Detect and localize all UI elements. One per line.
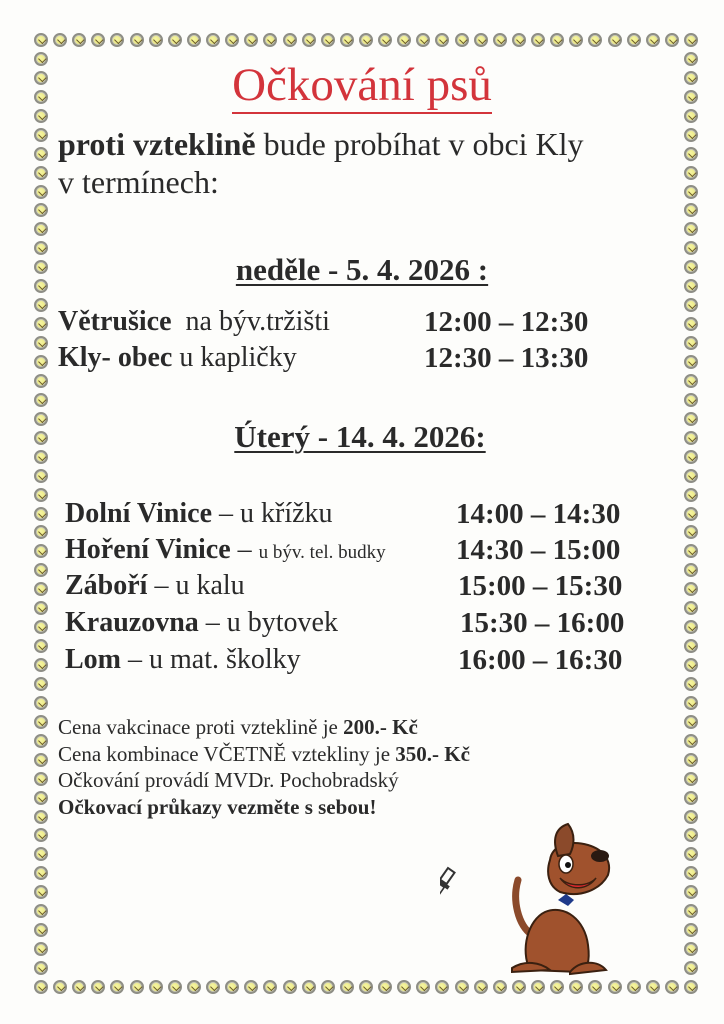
clock-icon <box>34 866 48 880</box>
clock-icon <box>340 980 354 994</box>
clock-icon <box>455 33 469 47</box>
clock-icon <box>168 33 182 47</box>
clock-icon <box>455 980 469 994</box>
clock-icon <box>34 222 48 236</box>
clock-icon <box>569 33 583 47</box>
clock-icon <box>684 203 698 217</box>
clock-icon <box>340 33 354 47</box>
clock-icon <box>512 33 526 47</box>
clock-icon <box>34 109 48 123</box>
clock-icon <box>550 980 564 994</box>
clock-icon <box>665 33 679 47</box>
clock-icon <box>34 488 48 502</box>
clock-icon <box>531 33 545 47</box>
clock-icon <box>550 33 564 47</box>
clock-icon <box>493 980 507 994</box>
clock-icon <box>474 33 488 47</box>
clock-icon <box>34 923 48 937</box>
clock-icon <box>684 374 698 388</box>
clock-icon <box>34 563 48 577</box>
session-heading-sunday: neděle - 5. 4. 2026 : <box>235 252 489 287</box>
clock-icon <box>684 677 698 691</box>
clock-icon <box>684 563 698 577</box>
schedule-time: 12:00 – 12:30 <box>424 306 589 338</box>
clock-icon <box>608 33 622 47</box>
clock-icon <box>263 33 277 47</box>
clock-icon <box>91 33 105 47</box>
clock-icon <box>34 374 48 388</box>
clock-icon <box>684 317 698 331</box>
clock-icon <box>302 33 316 47</box>
clock-icon <box>263 980 277 994</box>
price-rabies: Cena vakcinace proti vzteklině je 200.- Kč <box>58 715 418 739</box>
clock-icon <box>34 525 48 539</box>
clock-icon <box>512 980 526 994</box>
clock-icon <box>684 166 698 180</box>
clock-icon <box>34 544 48 558</box>
intro-bold: proti vzteklině <box>58 126 256 162</box>
clock-icon <box>283 980 297 994</box>
schedule-row: Záboří – u kalu <box>65 570 245 601</box>
clock-icon <box>34 507 48 521</box>
clock-icon <box>34 715 48 729</box>
clock-icon <box>684 488 698 502</box>
clock-icon <box>206 980 220 994</box>
clock-icon <box>684 109 698 123</box>
clock-icon <box>569 980 583 994</box>
clock-icon <box>531 980 545 994</box>
info-block <box>58 714 470 820</box>
schedule-row: Kly- obec u kapličky <box>58 342 297 373</box>
clock-icon <box>684 469 698 483</box>
clock-icon <box>684 828 698 842</box>
clock-icon <box>91 980 105 994</box>
clock-icon <box>684 753 698 767</box>
clock-icon <box>149 980 163 994</box>
clock-icon <box>168 980 182 994</box>
clock-icon <box>684 980 698 994</box>
clock-icon <box>493 33 507 47</box>
clock-icon <box>684 544 698 558</box>
clock-icon <box>684 715 698 729</box>
clock-icon <box>588 980 602 994</box>
clock-icon <box>110 33 124 47</box>
clock-icon <box>34 810 48 824</box>
clock-icon <box>34 980 48 994</box>
clock-icon <box>34 885 48 899</box>
clock-icon <box>34 355 48 369</box>
clock-icon <box>34 828 48 842</box>
clock-icon <box>684 147 698 161</box>
vet-name: Očkování provádí MVDr. Pochobradský <box>58 768 399 792</box>
clock-icon <box>684 791 698 805</box>
clock-icon <box>684 222 698 236</box>
clock-icon <box>608 980 622 994</box>
clock-icon <box>34 128 48 142</box>
clock-icon <box>359 980 373 994</box>
clock-icon <box>72 33 86 47</box>
clock-icon <box>244 33 258 47</box>
schedule-time: 14:00 – 14:30 <box>456 498 621 530</box>
clock-icon <box>684 810 698 824</box>
clock-icon <box>684 639 698 653</box>
clock-icon <box>53 33 67 47</box>
clock-icon <box>684 393 698 407</box>
schedule-time: 14:30 – 15:00 <box>456 534 621 566</box>
clock-icon <box>34 336 48 350</box>
clock-icon <box>684 658 698 672</box>
clock-icon <box>665 980 679 994</box>
dog-with-syringe-icon <box>440 820 640 980</box>
clock-icon <box>684 582 698 596</box>
clock-icon <box>684 734 698 748</box>
clock-icon <box>34 185 48 199</box>
clock-icon <box>684 601 698 615</box>
clock-icon <box>34 601 48 615</box>
clock-icon <box>416 980 430 994</box>
syringe-icon <box>440 866 458 933</box>
clock-icon <box>684 507 698 521</box>
clock-icon <box>627 980 641 994</box>
clock-icon <box>53 980 67 994</box>
clock-icon <box>684 961 698 975</box>
clock-icon <box>34 317 48 331</box>
session-heading-tuesday: Úterý - 14. 4. 2026: <box>234 419 486 454</box>
clock-icon <box>588 33 602 47</box>
schedule-time: 15:00 – 15:30 <box>458 570 623 602</box>
clock-icon <box>397 33 411 47</box>
clock-icon <box>34 847 48 861</box>
clock-icon <box>34 734 48 748</box>
clock-icon <box>684 128 698 142</box>
clock-icon <box>435 980 449 994</box>
clock-icon <box>206 33 220 47</box>
clock-icon <box>130 980 144 994</box>
clock-icon <box>646 980 660 994</box>
clock-icon <box>684 620 698 634</box>
schedule-time: 16:00 – 16:30 <box>458 644 623 676</box>
clock-icon <box>378 980 392 994</box>
clock-icon <box>34 904 48 918</box>
clock-icon <box>34 791 48 805</box>
clock-icon <box>130 33 144 47</box>
clock-icon <box>684 525 698 539</box>
clock-icon <box>684 772 698 786</box>
clock-icon <box>646 33 660 47</box>
clock-icon <box>474 980 488 994</box>
clock-icon <box>684 33 698 47</box>
clock-icon <box>34 639 48 653</box>
clock-icon <box>321 980 335 994</box>
clock-icon <box>627 33 641 47</box>
clock-icon <box>684 885 698 899</box>
clock-icon <box>110 980 124 994</box>
clock-icon <box>378 33 392 47</box>
reminder: Očkovací průkazy vezměte s sebou! <box>58 794 377 819</box>
clock-icon <box>187 980 201 994</box>
clock-icon <box>187 33 201 47</box>
schedule-row: Větrušice na býv.tržišti <box>58 306 330 337</box>
clock-icon <box>34 677 48 691</box>
clock-icon <box>225 980 239 994</box>
clock-icon <box>684 942 698 956</box>
clock-icon <box>684 866 698 880</box>
clock-icon <box>34 33 48 47</box>
clock-icon <box>34 942 48 956</box>
clock-icon <box>34 393 48 407</box>
price-combination: Cena kombinace VČETNĚ vztekliny je 350.- Kč <box>58 741 470 766</box>
intro-text: proti vzteklině bude probíhat v obci Kly v termínech: <box>58 126 584 200</box>
schedule-row: Lom – u mat. školky <box>65 644 301 675</box>
clock-icon <box>34 620 48 634</box>
clock-icon <box>72 980 86 994</box>
clock-icon <box>225 33 239 47</box>
clock-icon <box>34 147 48 161</box>
clock-icon <box>684 696 698 710</box>
clock-icon <box>34 658 48 672</box>
schedule-row: Krauzovna – u bytovek <box>65 607 338 638</box>
clock-icon <box>684 298 698 312</box>
clock-icon <box>684 904 698 918</box>
clock-icon <box>34 961 48 975</box>
clock-icon <box>302 980 316 994</box>
schedule-time: 15:30 – 16:00 <box>460 607 625 639</box>
clock-icon <box>435 33 449 47</box>
clock-icon <box>34 582 48 596</box>
clock-icon <box>684 355 698 369</box>
schedule-row: Hoření Vinice – u býv. tel. budky <box>65 534 386 565</box>
clock-icon <box>34 696 48 710</box>
clock-icon <box>34 753 48 767</box>
page-title: Očkování psů <box>0 62 724 109</box>
clock-icon <box>34 298 48 312</box>
clock-icon <box>34 469 48 483</box>
clock-icon <box>684 847 698 861</box>
clock-icon <box>416 33 430 47</box>
clock-icon <box>34 166 48 180</box>
clock-icon <box>34 772 48 786</box>
schedule-time: 12:30 – 13:30 <box>424 342 589 374</box>
clock-icon <box>684 336 698 350</box>
clock-icon <box>149 33 163 47</box>
clock-icon <box>244 980 258 994</box>
clock-icon <box>321 33 335 47</box>
schedule-row: Dolní Vinice – u křížku <box>65 498 333 529</box>
clock-icon <box>684 923 698 937</box>
clock-icon <box>359 33 373 47</box>
clock-icon <box>283 33 297 47</box>
clock-icon <box>684 185 698 199</box>
clock-icon <box>397 980 411 994</box>
clock-icon <box>34 203 48 217</box>
